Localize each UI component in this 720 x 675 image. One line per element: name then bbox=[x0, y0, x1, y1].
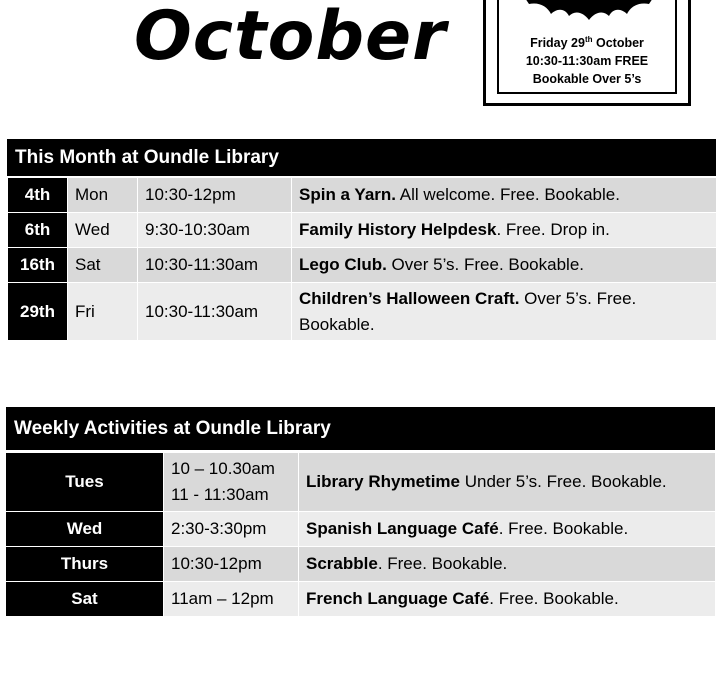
activity-time: 10 – 10.30am 11 - 11:30am bbox=[164, 453, 299, 512]
activity-details: . Free. Bookable. bbox=[498, 519, 629, 538]
event-description bbox=[292, 248, 717, 283]
activity-name: Spanish Language Café bbox=[306, 519, 499, 538]
weekly-header: Weekly Activities at Oundle Library bbox=[6, 407, 715, 450]
activity-description bbox=[299, 512, 716, 547]
monthly-table bbox=[7, 177, 717, 341]
activity-details: . Free. Bookable. bbox=[489, 589, 619, 608]
event-description bbox=[292, 178, 717, 213]
event-day: Mon bbox=[68, 178, 138, 213]
flyer-audience: Bookable Over 5’s bbox=[532, 72, 642, 86]
event-date: 29th bbox=[8, 283, 68, 341]
weekly-row bbox=[6, 453, 716, 512]
activity-name: Library Rhymetime bbox=[306, 472, 460, 491]
event-name: Lego Club. bbox=[299, 255, 387, 274]
event-details: Over 5’s. Free. Bookable. bbox=[299, 288, 637, 334]
event-time: 9:30-10:30am bbox=[138, 213, 292, 248]
weekly-row bbox=[6, 547, 716, 582]
event-name: Children’s Halloween Craft. bbox=[299, 288, 520, 308]
event-time: 10:30-12pm bbox=[138, 178, 292, 213]
event-details: . Free. Drop in. bbox=[496, 220, 610, 239]
activity-details: Under 5’s. Free. Bookable. bbox=[460, 472, 667, 491]
activity-day: Tues bbox=[6, 453, 164, 512]
activity-name: French Language Café bbox=[306, 589, 490, 608]
weekly-row bbox=[6, 582, 716, 617]
halloween-flyer bbox=[497, 0, 677, 94]
monthly-row bbox=[8, 178, 717, 213]
event-time: 10:30-11:30am bbox=[138, 283, 292, 341]
activity-description bbox=[299, 582, 716, 617]
monthly-row bbox=[8, 283, 717, 341]
event-date: 4th bbox=[8, 178, 68, 213]
event-description bbox=[292, 213, 717, 248]
monthly-row bbox=[8, 213, 717, 248]
activity-time: 11am – 12pm bbox=[164, 582, 299, 617]
event-date: 16th bbox=[8, 248, 68, 283]
flyer-text bbox=[499, 34, 675, 88]
event-name: Spin a Yarn. bbox=[299, 185, 397, 204]
event-day: Fri bbox=[68, 283, 138, 341]
event-details: Over 5’s. Free. Bookable. bbox=[386, 255, 584, 274]
monthly-row bbox=[8, 248, 717, 283]
weekly-row bbox=[6, 512, 716, 547]
event-day: Wed bbox=[68, 213, 138, 248]
event-day: Sat bbox=[68, 248, 138, 283]
flyer-time: 10:30-11:30am FREE bbox=[525, 54, 649, 68]
activity-name: Scrabble bbox=[306, 554, 378, 573]
event-time: 10:30-11:30am bbox=[138, 248, 292, 283]
activity-day: Sat bbox=[6, 582, 164, 617]
monthly-header: This Month at Oundle Library bbox=[7, 139, 716, 176]
activity-day: Thurs bbox=[6, 547, 164, 582]
activity-time: 2:30-3:30pm bbox=[164, 512, 299, 547]
event-description bbox=[292, 283, 717, 341]
activity-details: . Free. Bookable. bbox=[377, 554, 508, 573]
activity-description bbox=[299, 547, 716, 582]
event-date: 6th bbox=[8, 213, 68, 248]
activity-day: Wed bbox=[6, 512, 164, 547]
activity-time: 10:30-12pm bbox=[164, 547, 299, 582]
activity-description bbox=[299, 453, 716, 512]
bat-icon bbox=[525, 0, 653, 26]
event-name: Family History Helpdesk bbox=[299, 220, 497, 239]
flyer-date: Friday 29th October bbox=[530, 34, 644, 50]
weekly-table bbox=[5, 452, 716, 617]
event-details: All welcome. Free. Bookable. bbox=[396, 185, 620, 204]
month-title: October bbox=[134, 0, 447, 76]
